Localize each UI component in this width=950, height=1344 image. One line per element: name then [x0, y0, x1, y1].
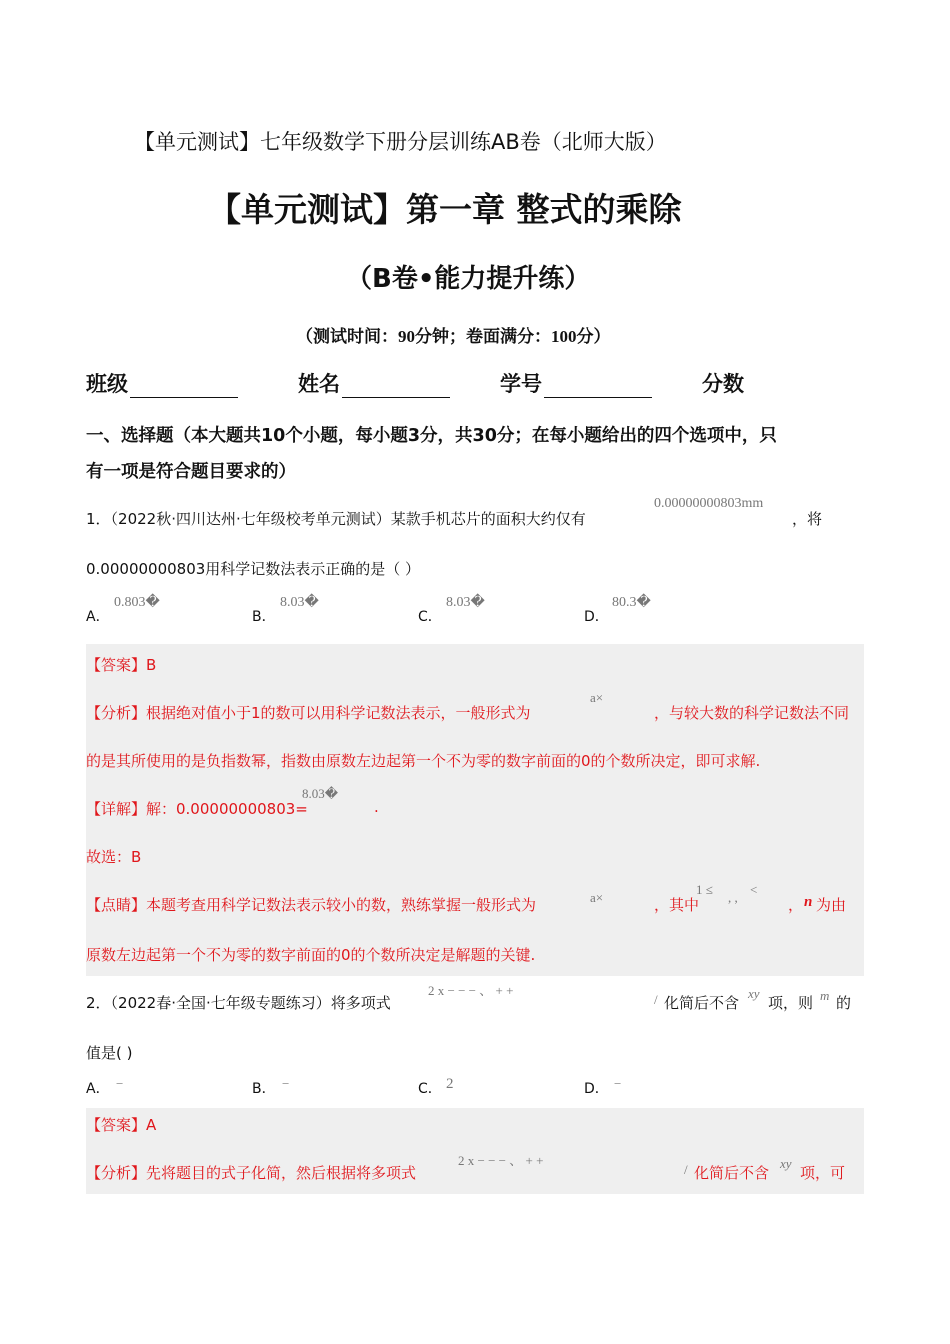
q2-text-line2: 值是( ) [86, 1044, 133, 1062]
q2-analysis-mark: / [684, 1162, 688, 1177]
q1-point-line2: 原数左边起第一个不为零的数字前面的0的个数所决定是解题的关键. [86, 946, 536, 964]
q2-formula: 2 x − − − 、 + + [428, 983, 514, 998]
q2-option-c: C． [418, 1081, 442, 1097]
q1-point-end: 为由 [816, 896, 847, 914]
section-heading-line1: 一、选择题（本大题共10个小题，每小题3分，共30分；在每小题给出的四个选项中，只 [86, 426, 777, 446]
q1-option-a: A． [86, 609, 110, 625]
q2-formula-mark: / [654, 992, 658, 1007]
q1-option-c: C． [418, 609, 442, 625]
q2-option-b: B． [252, 1081, 276, 1097]
q2-option-c-formula: 2 [446, 1076, 454, 1092]
q1-option-b: B． [252, 609, 276, 625]
q1-text-end: ，将 [792, 510, 823, 528]
q2-option-a: A． [86, 1081, 110, 1097]
q1-analysis-formula: a× [590, 690, 604, 705]
q2-analysis-end: 项，可 [800, 1164, 846, 1182]
field-id [500, 368, 652, 398]
q2-analysis-formula: 2 x − − − 、 + + [458, 1153, 544, 1168]
field-score [702, 368, 744, 398]
q2-answer: 【答案】A [86, 1116, 157, 1134]
field-id-line [544, 377, 652, 398]
q1-analysis-line2: 的是其所使用的是负指数幂，指数由原数左边起第一个不为零的数字前面的0的个数所决定，即可求解. [86, 752, 761, 770]
field-score-label: 分数 [702, 372, 744, 396]
field-class-line [130, 377, 238, 398]
section-heading-line2: 有一项是符合题目要求的） [86, 462, 296, 482]
q2-text-mid: 化简后不含 [664, 994, 740, 1012]
field-class-label: 班级 [86, 372, 128, 396]
q1-option-a-formula: 0.803� [114, 595, 160, 610]
q1-detail-end: . [374, 798, 379, 816]
q1-answer: 【答案】B [86, 656, 157, 674]
q1-analysis: 【分析】根据绝对值小于1的数可以用科学记数法表示，一般形式为 [86, 704, 531, 722]
q2-text: 2．（2022春·全国·七年级专题练习）将多项式 [86, 994, 391, 1012]
q1-option-b-formula: 8.03� [280, 595, 319, 610]
page-subtitle: （B卷•能力提升练） [346, 264, 591, 294]
q1-point-comma: ， [788, 896, 804, 914]
q1-option-d-formula: 80.3� [612, 595, 651, 610]
q1-point-formula: a× [590, 890, 604, 905]
q2-analysis-mid: 化简后不含 [694, 1164, 770, 1182]
q1-choice: 故选：B [86, 848, 142, 866]
q1-point: 【点睛】本题考查用科学记数法表示较小的数，熟练掌握一般形式为 [86, 896, 537, 914]
q1-detail-formula: 8.03� [302, 786, 339, 801]
q2-option-a-formula: − [116, 1076, 124, 1091]
field-id-label: 学号 [500, 372, 542, 396]
q1-point-n: n [804, 894, 813, 910]
q1-option-c-formula: 8.03� [446, 595, 485, 610]
q1-point-formula-3: , , [728, 890, 738, 905]
test-info: （测试时间：90分钟；卷面满分：100分） [296, 327, 611, 346]
q1-formula: 0.00000000803mm [654, 496, 764, 511]
q1-detail: 【详解】解：0.00000000803= [86, 800, 308, 818]
q2-m: m [820, 988, 830, 1003]
page-title: 【单元测试】第一章 整式的乘除 [208, 190, 682, 229]
q2-xy: xy [748, 986, 760, 1001]
field-name-label: 姓名 [298, 372, 340, 396]
q1-text-line2: 0.00000000803用科学记数法表示正确的是（ ） [86, 560, 421, 578]
q2-analysis: 【分析】先将题目的式子化简，然后根据将多项式 [86, 1164, 417, 1182]
q1-point-formula-4: < [750, 882, 758, 897]
series-title: 【单元测试】七年级数学下册分层训练AB卷（北师大版） [134, 130, 667, 154]
q2-option-d-formula: − [614, 1076, 622, 1091]
field-name [298, 368, 450, 398]
q1-point-mid: ，其中 [654, 896, 700, 914]
q2-option-b-formula: − [282, 1076, 290, 1091]
q2-option-d: D． [584, 1081, 609, 1097]
q2-text-mid2: 项，则 [768, 994, 814, 1012]
q1-point-formula-2: 1 ≤ [696, 882, 713, 897]
q2-analysis-xy: xy [780, 1156, 792, 1171]
q1-option-d: D． [584, 609, 609, 625]
q1-analysis-end: ，与较大数的科学记数法不同 [654, 704, 850, 722]
field-class [86, 368, 238, 398]
q2-text-end: 的 [836, 994, 852, 1012]
q1-text: 1．（2022秋·四川达州·七年级校考单元测试）某款手机芯片的面积大约仅有 [86, 510, 586, 528]
field-name-line [342, 377, 450, 398]
